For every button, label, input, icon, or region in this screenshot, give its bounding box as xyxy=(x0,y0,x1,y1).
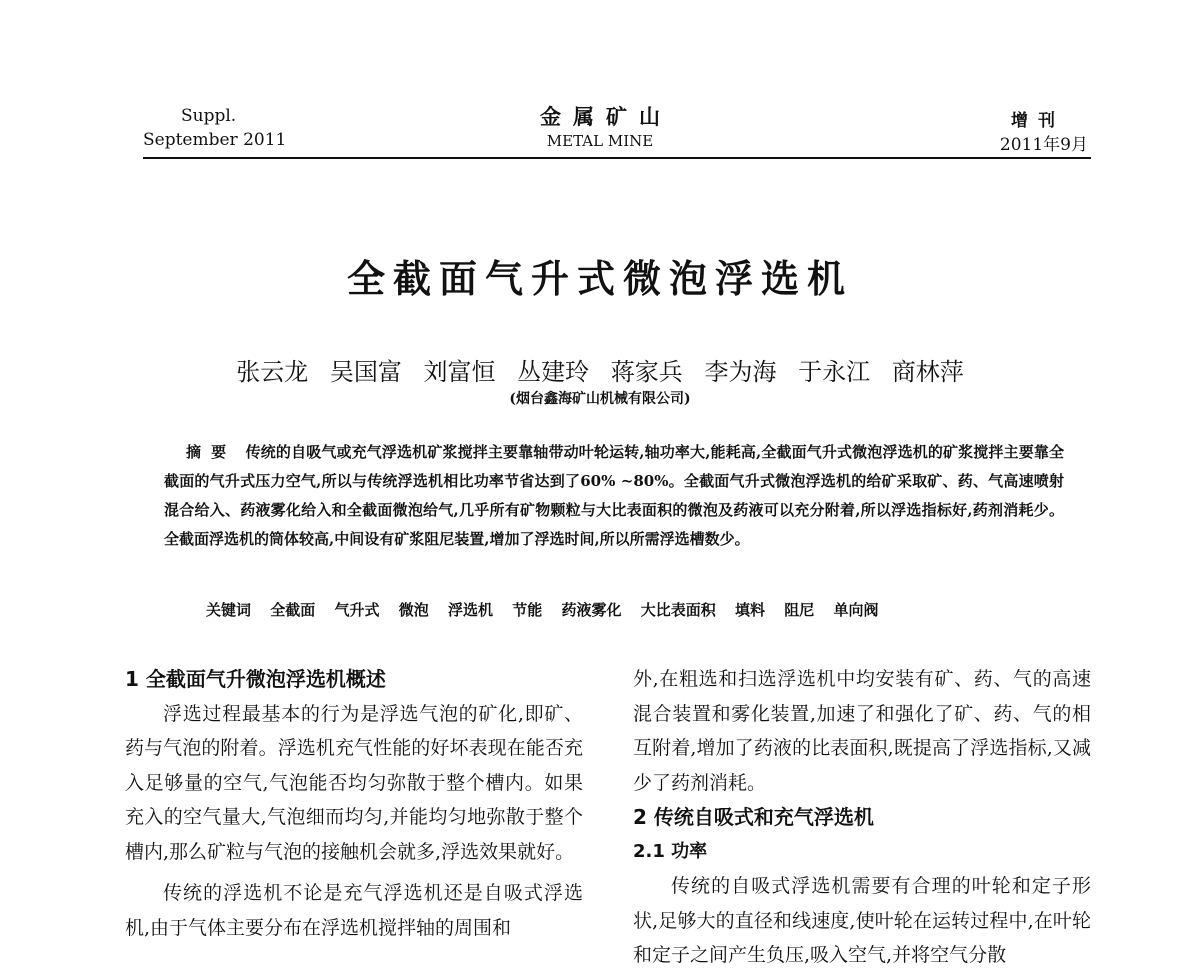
right-column xyxy=(633,662,1091,973)
keyword: 气升式 xyxy=(334,601,380,619)
right-paragraph-continued: 外,在粗选和扫选浮选机中均安装有矿、药、气的高速混合装置和雾化装置,加速了和强化了矿、药、气的相互附着,增加了药液的比表面积,既提高了浮选指标,又减少了药剂消耗。 xyxy=(633,668,1091,794)
journal-name-en: METAL MINE xyxy=(546,132,654,150)
header-suppl: Suppl. xyxy=(181,106,237,126)
header-supplement-cn: 增刊 xyxy=(1011,111,1065,131)
keyword: 药液雾化 xyxy=(561,601,622,619)
abstract xyxy=(164,438,1064,554)
keyword: 阻尼 xyxy=(784,601,815,619)
section-1-heading: 1 全截面气升微泡浮选机概述 xyxy=(125,667,386,691)
keyword: 大比表面积 xyxy=(640,601,716,619)
keywords-label: 关键词 xyxy=(206,601,252,619)
keyword: 填料 xyxy=(735,601,766,619)
keyword: 全截面 xyxy=(270,601,316,619)
paper-title: 全截面气升式微泡浮选机 xyxy=(346,256,853,301)
author-list: 张云龙 吴国富 刘富恒 丛建玲 蒋家兵 李为海 于永江 商林萍 xyxy=(236,358,964,386)
keyword: 微泡 xyxy=(398,601,429,619)
header-rule xyxy=(143,157,1091,159)
header-date-cn: 2011年9月 xyxy=(999,135,1088,155)
left-column xyxy=(125,662,583,945)
abstract-label: 摘要 xyxy=(186,443,237,461)
section-1-paragraph-2: 传统的浮选机不论是充气浮选机还是自吸式浮选机,由于气体主要分布在浮选机搅拌轴的周围和 xyxy=(125,882,583,939)
abstract-text: 传统的自吸气或充气浮选机矿浆搅拌主要靠轴带动叶轮运转,轴功率大,能耗高,全截面气升式微泡浮选机的矿浆搅拌主要靠全截面的气升式压力空气,所以与传统浮选机相比功率节省达到了60% ~80%。全截面气升式微泡浮选机的给矿采取矿、药、气高速喷射混合给入、药液雾化给入和全截面微泡给气,几乎所有矿物颗粒与大比表面积的微泡及药液可以充分附着,所以浮选指标好,药剂消耗少。全截面浮选机的筒体较高,中间设有矿浆阻尼装置,增加了浮选时间,所以所需浮选槽数少。 xyxy=(164,443,1064,548)
affiliation: (烟台鑫海矿山机械有限公司) xyxy=(509,391,691,407)
keywords xyxy=(206,599,893,620)
header-date-en: September 2011 xyxy=(143,130,287,150)
section-1-paragraph-1: 浮选过程最基本的行为是浮选气泡的矿化,即矿、药与气泡的附着。浮选机充气性能的好坏表现在能否充入足够量的空气,气泡能否均匀弥散于整个槽内。如果充入的空气量大,气泡细而均匀,并能均匀地弥散于整个槽内,那么矿粒与气泡的接触机会就多,浮选效果就好。 xyxy=(125,702,583,863)
keyword: 节能 xyxy=(512,601,543,619)
section-2-1-heading: 2.1 功率 xyxy=(633,840,708,862)
section-2-1-paragraph-1: 传统的自吸式浮选机需要有合理的叶轮和定子形状,足够大的直径和线速度,使叶轮在运转过程中,在叶轮和定子之间产生负压,吸入空气,并将空气分散 xyxy=(633,875,1091,966)
keyword: 浮选机 xyxy=(448,601,494,619)
journal-name-cn: 金属矿山 xyxy=(540,104,672,129)
keyword: 单向阀 xyxy=(833,601,879,619)
section-2-heading: 2 传统自吸式和充气浮选机 xyxy=(633,805,874,829)
